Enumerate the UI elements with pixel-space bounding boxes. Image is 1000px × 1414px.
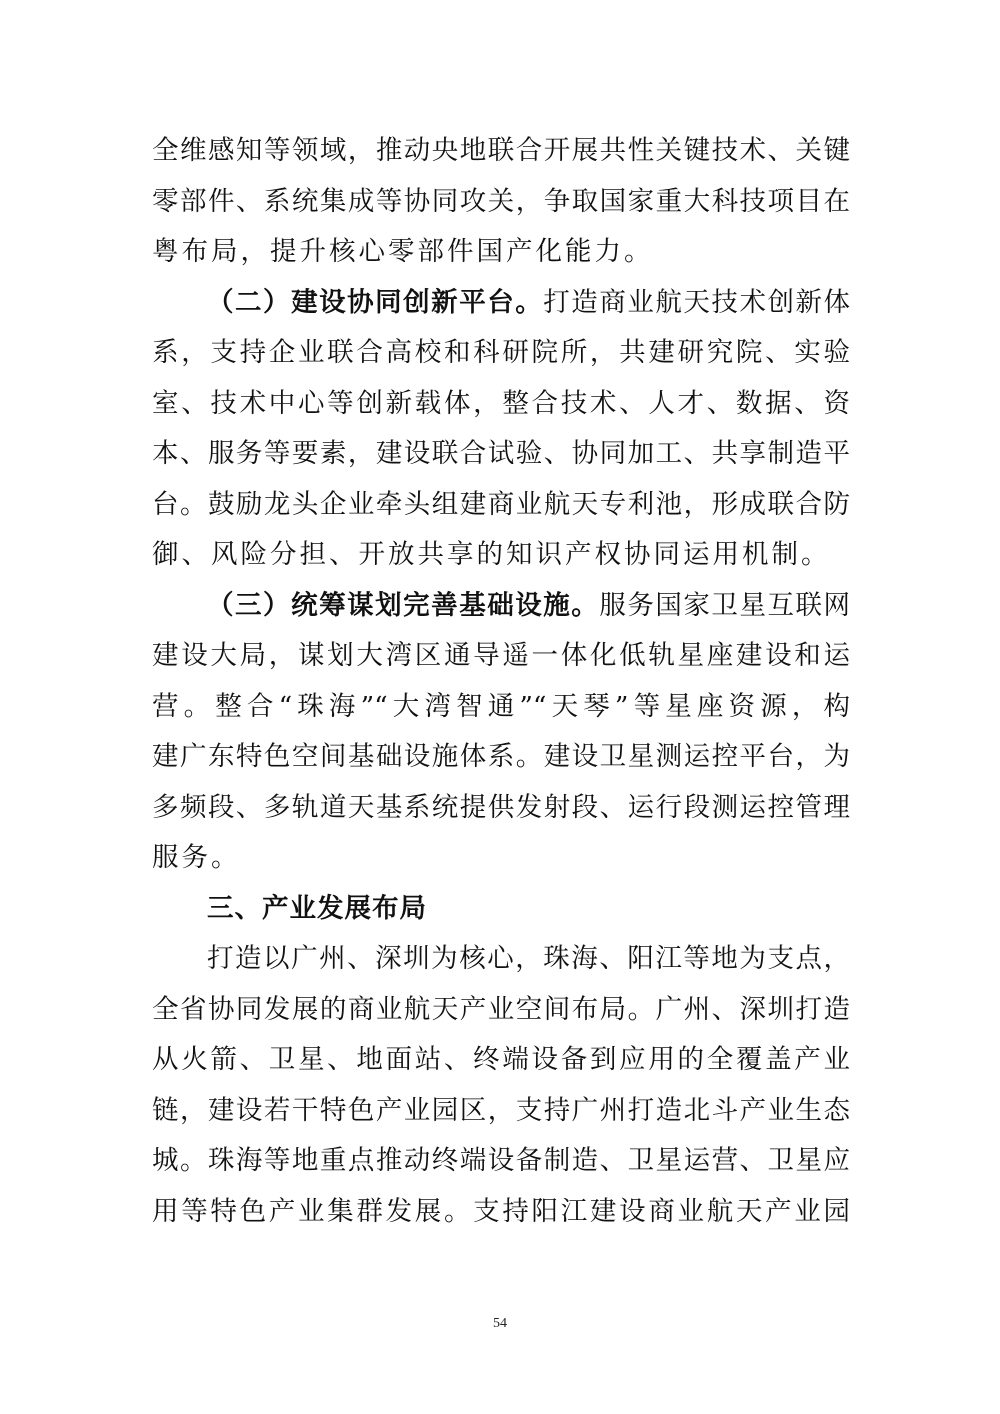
body-text <box>152 126 850 1237</box>
text-line: 用等特色产业集群发展。支持阳江建设商业航天产业园 <box>152 1195 850 1227</box>
text-line: 打造以广州、深圳为核心，珠海、阳江等地为支点， <box>207 943 850 974</box>
section-heading-3: （三）统筹谋划完善基础设施。 <box>207 589 600 621</box>
chapter-heading: 三、产业发展布局 <box>207 892 427 924</box>
text-line: 粤布局，提升核心零部件国产化能力。 <box>152 236 654 267</box>
text-line: 零部件、系统集成等协同攻关，争取国家重大科技项目在 <box>152 185 850 217</box>
text-span: 打造商业航天技术创新体 <box>543 286 851 318</box>
text-line: 台。鼓励龙头企业牵头组建商业航天专利池，形成联合防 <box>152 488 850 520</box>
text-line: 本、服务等要素，建设联合试验、协同加工、共享制造平 <box>152 438 850 469</box>
text-line: 系，支持企业联合高校和科研院所，共建研究院、实验 <box>152 337 850 368</box>
text-line <box>152 278 850 329</box>
page-number: 54 <box>493 1316 507 1331</box>
text-line: 城。珠海等地重点推动终端设备制造、卫星运营、卫星应 <box>152 1145 850 1176</box>
text-line: 从火箭、卫星、地面站、终端设备到应用的全覆盖产业 <box>152 1044 850 1075</box>
text-line: 全省协同发展的商业航天产业空间布局。广州、深圳打造 <box>152 993 850 1025</box>
text-line: 建广东特色空间基础设施体系。建设卫星测运控平台，为 <box>152 741 850 772</box>
text-line: 建设大局，谋划大湾区通导遥一体化低轨星座建设和运 <box>152 640 850 671</box>
text-line: 营。整合“珠海”“大湾智通”“天琴”等星座资源，构 <box>152 690 850 722</box>
text-span: 服务国家卫星互联网 <box>599 589 851 621</box>
text-line: 链，建设若干特色产业园区，支持广州打造北斗产业生态 <box>152 1094 850 1126</box>
text-line: 服务。 <box>152 842 241 873</box>
text-line: 御、风险分担、开放共享的知识产权协同运用机制。 <box>152 539 831 570</box>
section-heading-2: （二）建设协同创新平台。 <box>207 286 544 318</box>
text-line: 多频段、多轨道天基系统提供发射段、运行段测运控管理 <box>152 791 850 823</box>
text-line: 全维感知等领域，推动央地联合开展共性关键技术、关键 <box>152 135 850 166</box>
text-line: 室、技术中心等创新载体，整合技术、人才、数据、资 <box>152 387 850 419</box>
text-line <box>152 581 850 632</box>
